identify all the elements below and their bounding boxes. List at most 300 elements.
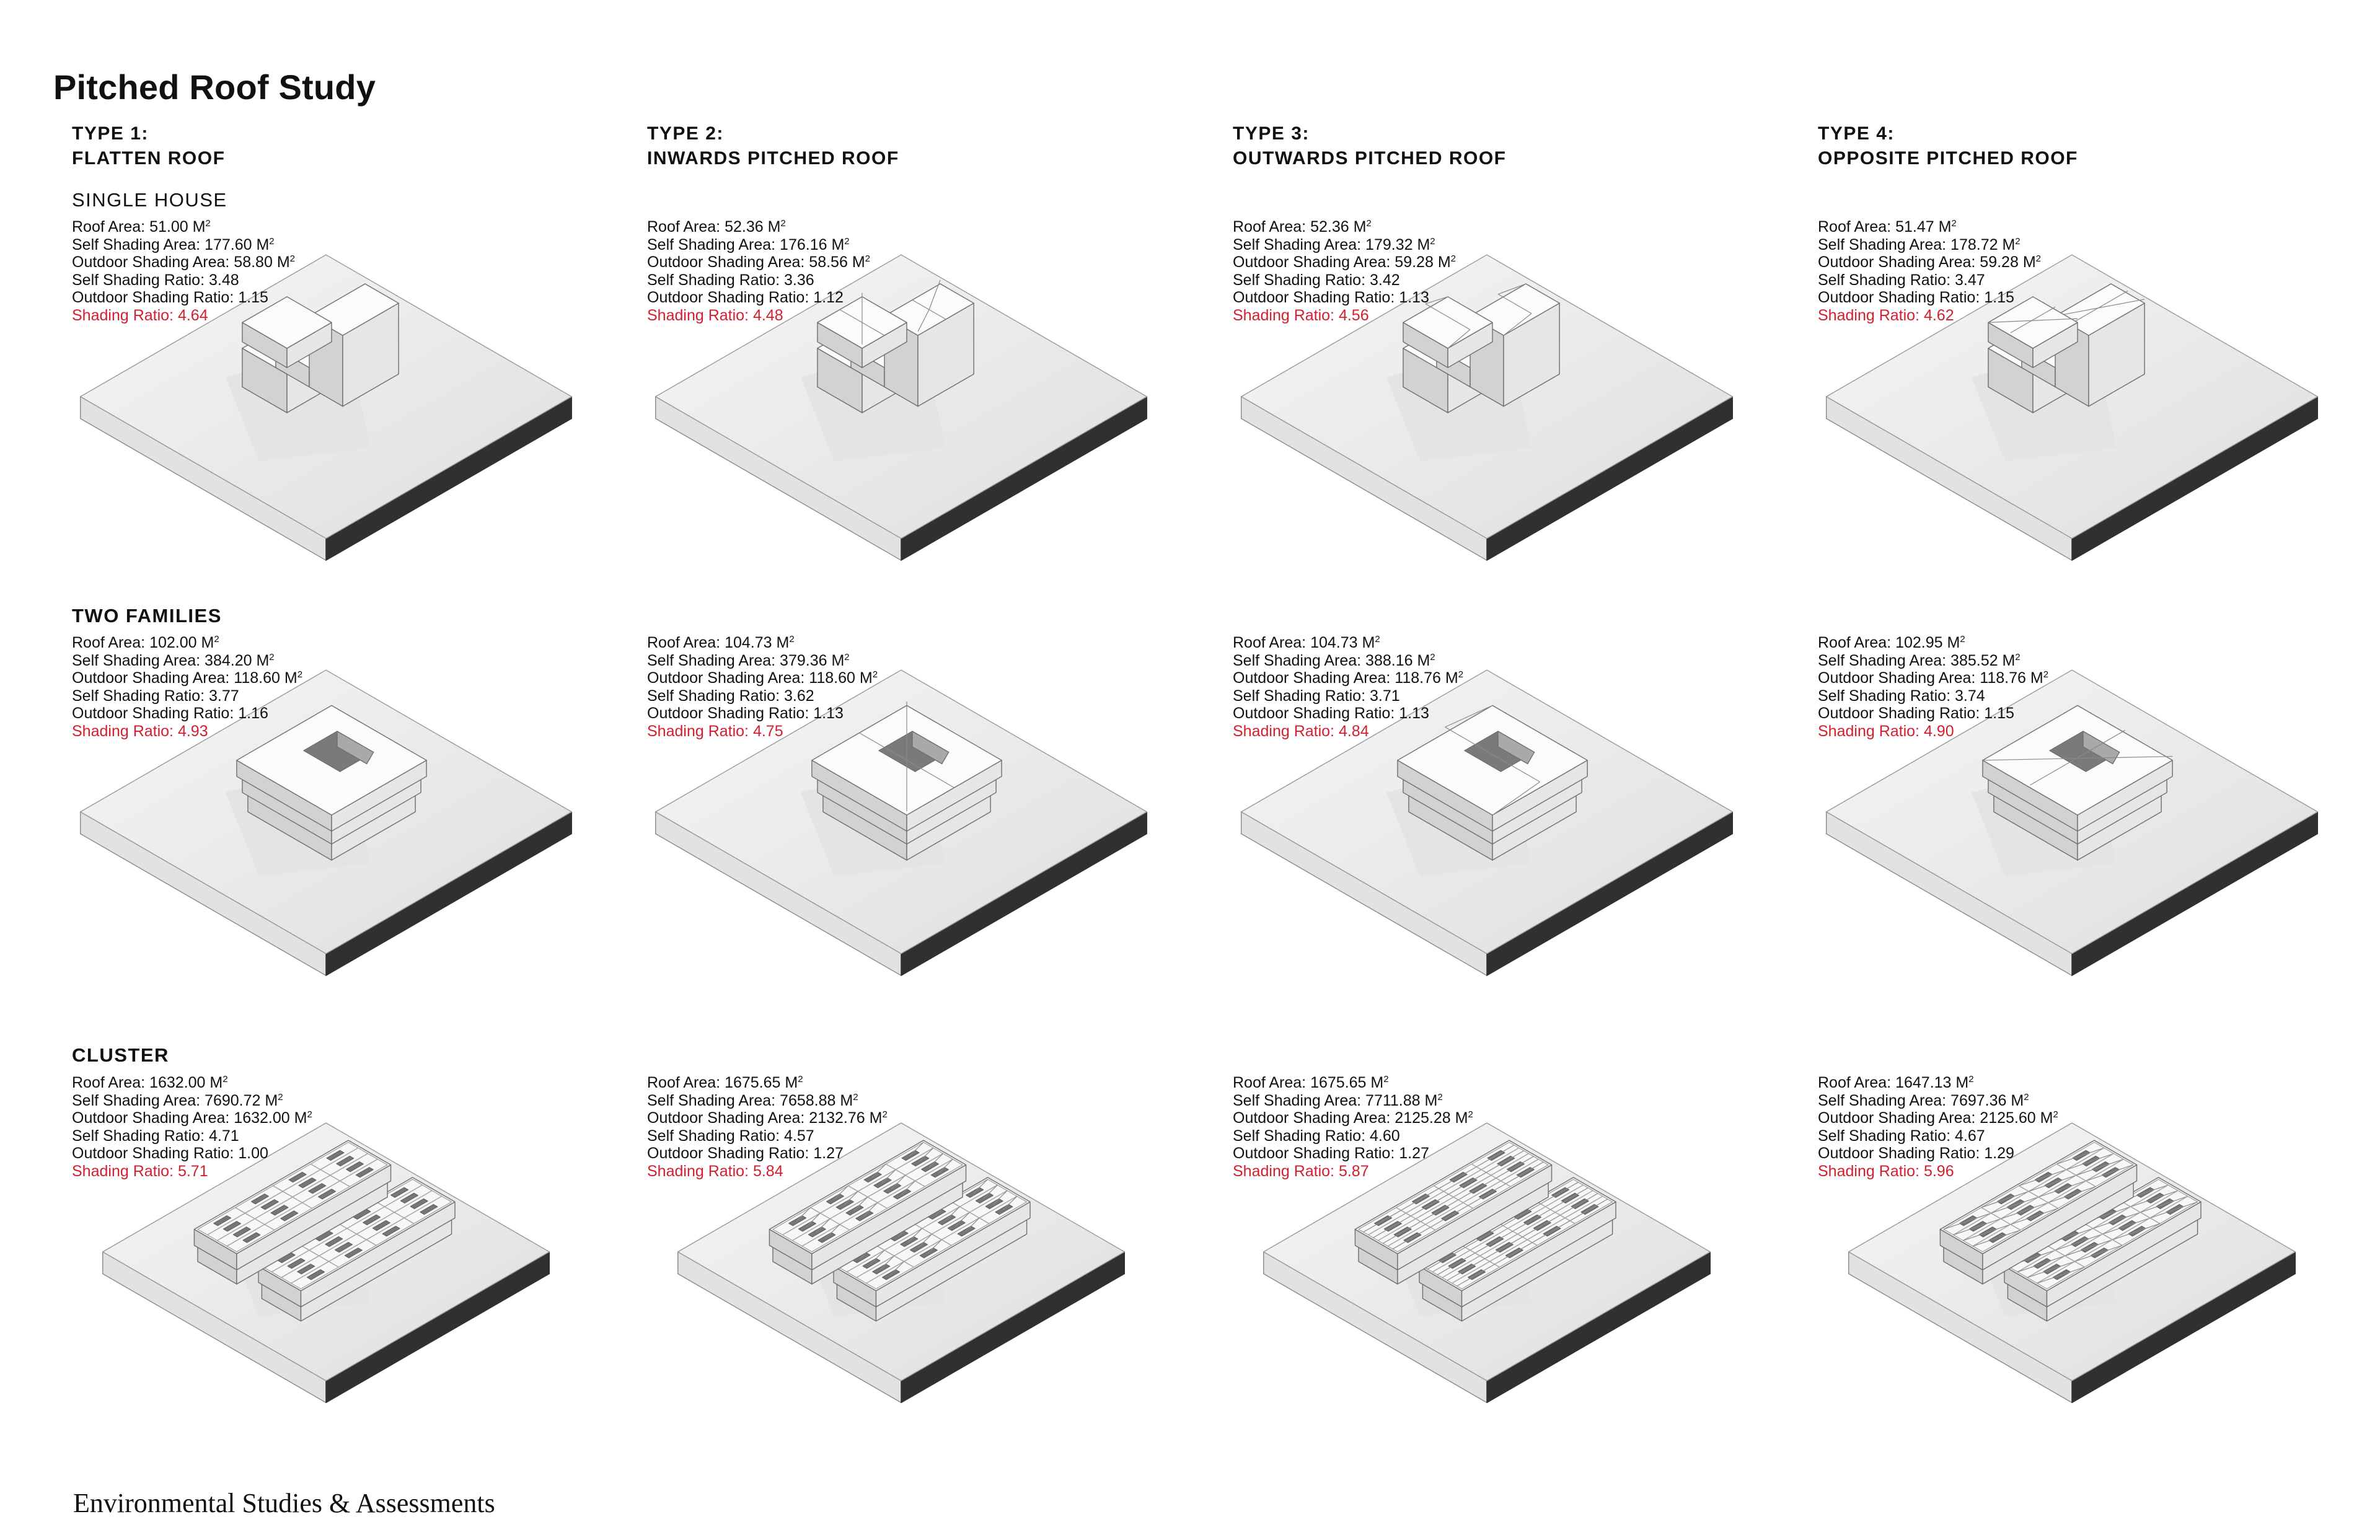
stat-label: Outdoor Shading Ratio: bbox=[647, 1145, 814, 1162]
stat-label: Outdoor Shading Ratio: bbox=[72, 289, 239, 306]
stat-self-shading-area bbox=[72, 652, 302, 670]
stat-value: 2125.28 bbox=[1395, 1109, 1451, 1127]
stat-outdoor-shading-ratio bbox=[1233, 1145, 1473, 1163]
column-header-type-1 bbox=[72, 121, 225, 171]
stat-value: 4.93 bbox=[177, 722, 208, 740]
stat-label: Outdoor Shading Ratio: bbox=[1818, 289, 1985, 306]
stat-self-shading-area bbox=[647, 236, 870, 254]
stat-self-shading-ratio bbox=[1233, 687, 1463, 705]
stat-label: Self Shading Area: bbox=[647, 651, 780, 669]
unit-symbol: M bbox=[840, 1091, 853, 1109]
unit-symbol: M bbox=[2022, 253, 2036, 271]
type-name: FLATTEN ROOF bbox=[72, 148, 226, 169]
unit-symbol: M bbox=[192, 218, 206, 235]
unit-exponent: 2 bbox=[1430, 651, 1435, 662]
stat-shading-ratio bbox=[1233, 1163, 1473, 1181]
stat-value: 3.77 bbox=[208, 687, 239, 705]
stat-value: 4.48 bbox=[752, 306, 783, 324]
stat-label: Self Shading Area: bbox=[647, 1091, 780, 1109]
stat-value: 118.76 bbox=[1395, 669, 1441, 687]
stat-outdoor-shading-area bbox=[1818, 1109, 2058, 1127]
stat-label: Outdoor Shading Area: bbox=[1818, 1109, 1980, 1127]
unit-exponent: 2 bbox=[780, 218, 786, 229]
stat-self-shading-ratio bbox=[72, 687, 302, 705]
unit-exponent: 2 bbox=[1437, 1091, 1443, 1102]
unit-label bbox=[772, 634, 795, 651]
stat-value: 118.60 bbox=[809, 669, 855, 687]
stat-label: Roof Area: bbox=[1818, 634, 1896, 651]
stat-value: 1675.65 bbox=[1310, 1074, 1367, 1091]
stat-value: 51.47 bbox=[1895, 218, 1934, 235]
stat-label: Roof Area: bbox=[72, 634, 150, 651]
unit-symbol: M bbox=[2011, 1091, 2024, 1109]
stat-self-shading-area bbox=[647, 652, 878, 670]
stat-roof-area bbox=[72, 1074, 312, 1092]
unit-label bbox=[1366, 1074, 1388, 1091]
stats-block bbox=[1818, 218, 2041, 324]
unit-exponent: 2 bbox=[1430, 235, 1435, 247]
stat-value: 4.90 bbox=[1923, 722, 1954, 740]
unit-exponent: 2 bbox=[297, 669, 303, 680]
unit-label bbox=[1441, 669, 1463, 687]
unit-exponent: 2 bbox=[2015, 235, 2021, 247]
type-number: TYPE 4: bbox=[1818, 123, 1895, 144]
stat-value: 104.73 bbox=[725, 634, 772, 651]
stat-value: 4.71 bbox=[208, 1127, 239, 1145]
unit-symbol: M bbox=[276, 253, 290, 271]
unit-label bbox=[1358, 634, 1380, 651]
stat-roof-area bbox=[1818, 218, 2041, 236]
stat-outdoor-shading-area bbox=[72, 1109, 312, 1127]
stat-roof-area bbox=[72, 634, 302, 652]
stat-self-shading-area bbox=[1818, 652, 2048, 670]
stat-label: Outdoor Shading Ratio: bbox=[1818, 705, 1985, 722]
unit-symbol: M bbox=[209, 1074, 223, 1091]
stat-label: Shading Ratio: bbox=[72, 306, 178, 324]
stat-roof-area bbox=[1233, 1074, 1473, 1092]
stat-label: Self Shading Ratio: bbox=[1233, 687, 1370, 705]
stat-value: 2125.60 bbox=[1980, 1109, 2036, 1127]
unit-symbol: M bbox=[776, 634, 790, 651]
stat-value: 1.15 bbox=[1984, 289, 2014, 306]
stat-self-shading-area bbox=[1233, 652, 1463, 670]
stat-value: 385.52 bbox=[1950, 651, 1998, 669]
cluster-model-type-3 bbox=[1227, 1128, 1735, 1475]
stat-label: Roof Area: bbox=[1233, 634, 1311, 651]
stat-label: Roof Area: bbox=[1233, 1074, 1311, 1091]
stat-self-shading-ratio bbox=[72, 271, 295, 289]
unit-exponent: 2 bbox=[853, 1091, 858, 1102]
stat-value: 52.36 bbox=[725, 218, 764, 235]
stat-value: 4.84 bbox=[1338, 722, 1369, 740]
stat-self-shading-area bbox=[1233, 1092, 1473, 1110]
stat-label: Self Shading Area: bbox=[1818, 235, 1951, 253]
stat-label: Self Shading Ratio: bbox=[647, 1127, 784, 1145]
stat-shading-ratio bbox=[647, 723, 878, 741]
column-header-type-4 bbox=[1818, 121, 2078, 171]
stat-roof-area bbox=[1233, 218, 1456, 236]
row-label-single: SINGLE HOUSE bbox=[72, 189, 227, 211]
stat-value: 384.20 bbox=[205, 651, 252, 669]
stat-label: Outdoor Shading Area: bbox=[647, 1109, 809, 1127]
unit-label bbox=[2006, 1092, 2029, 1109]
stat-shading-ratio bbox=[1233, 723, 1463, 741]
stat-value: 52.36 bbox=[1310, 218, 1349, 235]
type-number: TYPE 2: bbox=[647, 123, 724, 144]
type-name: OUTWARDS PITCHED ROOF bbox=[1233, 148, 1507, 169]
unit-exponent: 2 bbox=[1366, 218, 1372, 229]
unit-exponent: 2 bbox=[278, 1091, 283, 1102]
unit-label bbox=[280, 669, 302, 687]
unit-exponent: 2 bbox=[269, 651, 275, 662]
stat-value: 5.84 bbox=[752, 1162, 783, 1180]
stat-value: 1.13 bbox=[813, 705, 844, 722]
stat-label: Self Shading Area: bbox=[1233, 651, 1366, 669]
stat-label: Roof Area: bbox=[1818, 218, 1896, 235]
unit-symbol: M bbox=[1370, 1074, 1384, 1091]
unit-label bbox=[188, 218, 211, 235]
stat-value: 2132.76 bbox=[809, 1109, 865, 1127]
stat-value: 59.28 bbox=[1395, 253, 1434, 271]
stat-label: Outdoor Shading Area: bbox=[647, 669, 809, 687]
type-number: TYPE 1: bbox=[72, 123, 149, 144]
stat-self-shading-area bbox=[1818, 1092, 2058, 1110]
stats-block bbox=[647, 218, 870, 324]
stat-value: 3.42 bbox=[1369, 271, 1400, 289]
unit-label bbox=[273, 253, 295, 271]
stat-value: 379.36 bbox=[780, 651, 827, 669]
stat-outdoor-shading-ratio bbox=[1818, 1145, 2058, 1163]
unit-symbol: M bbox=[256, 235, 270, 253]
stats-block bbox=[72, 1074, 312, 1180]
stat-value: 4.67 bbox=[1954, 1127, 1985, 1145]
unit-symbol: M bbox=[1955, 1074, 1969, 1091]
stat-roof-area bbox=[72, 218, 295, 236]
stat-value: 3.71 bbox=[1369, 687, 1400, 705]
stat-label: Outdoor Shading Ratio: bbox=[647, 705, 814, 722]
unit-symbol: M bbox=[1938, 218, 1952, 235]
stat-label: Roof Area: bbox=[72, 1074, 150, 1091]
stat-shading-ratio bbox=[72, 723, 302, 741]
row-label-two: TWO FAMILIES bbox=[72, 605, 222, 627]
cluster-model-type-4 bbox=[1812, 1128, 2320, 1475]
unit-label bbox=[827, 652, 850, 669]
stat-value: 178.72 bbox=[1950, 235, 1998, 253]
stat-value: 5.87 bbox=[1338, 1162, 1369, 1180]
stat-value: 4.64 bbox=[177, 306, 208, 324]
unit-label bbox=[252, 236, 275, 253]
stat-outdoor-shading-ratio bbox=[647, 289, 870, 307]
stat-label: Roof Area: bbox=[647, 218, 725, 235]
stat-self-shading-ratio bbox=[1818, 1127, 2058, 1145]
unit-exponent: 2 bbox=[214, 634, 219, 645]
stats-block bbox=[1818, 634, 2048, 740]
stat-value: 3.36 bbox=[783, 271, 814, 289]
stat-value: 1.16 bbox=[238, 705, 268, 722]
stat-outdoor-shading-ratio bbox=[647, 705, 878, 723]
stat-outdoor-shading-area bbox=[72, 669, 302, 687]
unit-label bbox=[1998, 652, 2021, 669]
stat-self-shading-ratio bbox=[1818, 687, 2048, 705]
stat-roof-area bbox=[647, 634, 878, 652]
unit-exponent: 2 bbox=[789, 634, 795, 645]
stat-label: Outdoor Shading Area: bbox=[1233, 669, 1395, 687]
stat-outdoor-shading-ratio bbox=[72, 1145, 312, 1163]
unit-label bbox=[197, 634, 219, 651]
footer-caption: Environmental Studies & Assessments bbox=[73, 1488, 495, 1518]
stat-label: Shading Ratio: bbox=[1818, 722, 1924, 740]
unit-exponent: 2 bbox=[223, 1074, 228, 1085]
unit-symbol: M bbox=[1947, 634, 1960, 651]
unit-symbol: M bbox=[785, 1074, 798, 1091]
stat-self-shading-area bbox=[72, 236, 295, 254]
stat-outdoor-shading-ratio bbox=[1233, 705, 1463, 723]
unit-label bbox=[1434, 253, 1456, 271]
two-model-type-2 bbox=[641, 688, 1149, 1035]
stat-shading-ratio bbox=[647, 1163, 888, 1181]
unit-exponent: 2 bbox=[1458, 669, 1464, 680]
stat-roof-area bbox=[1233, 634, 1463, 652]
stat-label: Self Shading Ratio: bbox=[1233, 271, 1370, 289]
unit-symbol: M bbox=[2002, 235, 2016, 253]
stat-shading-ratio bbox=[1818, 723, 2048, 741]
stat-value: 388.16 bbox=[1365, 651, 1413, 669]
unit-exponent: 2 bbox=[289, 253, 295, 264]
stat-value: 1.12 bbox=[813, 289, 844, 306]
stat-value: 3.48 bbox=[208, 271, 239, 289]
stat-roof-area bbox=[1818, 1074, 2058, 1092]
stat-value: 179.32 bbox=[1365, 235, 1413, 253]
stat-label: Outdoor Shading Area: bbox=[1818, 253, 1980, 271]
stat-value: 1.00 bbox=[238, 1145, 268, 1162]
stat-value: 3.47 bbox=[1954, 271, 1985, 289]
stat-shading-ratio bbox=[72, 307, 295, 325]
unit-exponent: 2 bbox=[1383, 1074, 1389, 1085]
stat-label: Outdoor Shading Area: bbox=[72, 1109, 234, 1127]
stat-shading-ratio bbox=[647, 307, 870, 325]
stat-label: Roof Area: bbox=[647, 634, 725, 651]
two-model-type-1 bbox=[66, 688, 574, 1035]
stat-value: 59.28 bbox=[1980, 253, 2019, 271]
stat-value: 5.96 bbox=[1923, 1162, 1954, 1180]
unit-label bbox=[1934, 218, 1957, 235]
stat-label: Self Shading Ratio: bbox=[1233, 1127, 1370, 1145]
unit-symbol: M bbox=[1455, 1109, 1468, 1127]
unit-exponent: 2 bbox=[865, 253, 870, 264]
stat-label: Outdoor Shading Ratio: bbox=[1818, 1145, 1985, 1162]
stat-label: Outdoor Shading Ratio: bbox=[72, 1145, 239, 1162]
unit-exponent: 2 bbox=[2043, 669, 2049, 680]
stat-outdoor-shading-area bbox=[1818, 253, 2041, 271]
stat-shading-ratio bbox=[1818, 307, 2041, 325]
stat-outdoor-shading-ratio bbox=[1233, 289, 1456, 307]
stat-self-shading-ratio bbox=[1233, 271, 1456, 289]
stat-label: Self Shading Ratio: bbox=[647, 687, 784, 705]
unit-exponent: 2 bbox=[307, 1109, 312, 1120]
unit-symbol: M bbox=[2030, 669, 2043, 687]
stat-roof-area bbox=[1818, 634, 2048, 652]
stat-outdoor-shading-area bbox=[647, 1109, 888, 1127]
stat-value: 51.00 bbox=[149, 218, 188, 235]
stat-self-shading-ratio bbox=[647, 1127, 888, 1145]
stat-outdoor-shading-area bbox=[1233, 669, 1463, 687]
stat-roof-area bbox=[647, 1074, 888, 1092]
stat-label: Outdoor Shading Ratio: bbox=[72, 705, 239, 722]
unit-label bbox=[252, 652, 275, 669]
unit-label bbox=[1349, 218, 1372, 235]
stat-self-shading-ratio bbox=[647, 687, 878, 705]
type-name: INWARDS PITCHED ROOF bbox=[647, 148, 899, 169]
unit-exponent: 2 bbox=[844, 235, 850, 247]
stat-value: 7658.88 bbox=[780, 1091, 836, 1109]
stat-outdoor-shading-area bbox=[647, 253, 870, 271]
unit-exponent: 2 bbox=[2035, 253, 2041, 264]
unit-label bbox=[205, 1074, 227, 1091]
unit-exponent: 2 bbox=[2024, 1091, 2029, 1102]
stat-self-shading-ratio bbox=[647, 271, 870, 289]
stat-self-shading-area bbox=[1233, 236, 1456, 254]
unit-symbol: M bbox=[1424, 1091, 1438, 1109]
stat-self-shading-ratio bbox=[1818, 271, 2041, 289]
unit-symbol: M bbox=[852, 253, 865, 271]
unit-symbol: M bbox=[1353, 218, 1367, 235]
stat-value: 1.27 bbox=[813, 1145, 844, 1162]
stat-value: 1632.00 bbox=[149, 1074, 206, 1091]
stats-block bbox=[1818, 1074, 2058, 1180]
stat-label: Self Shading Area: bbox=[72, 651, 205, 669]
unit-symbol: M bbox=[767, 218, 781, 235]
stat-outdoor-shading-ratio bbox=[1818, 289, 2041, 307]
stat-label: Self Shading Area: bbox=[1233, 235, 1366, 253]
stat-value: 4.56 bbox=[1338, 306, 1369, 324]
stat-value: 4.57 bbox=[783, 1127, 814, 1145]
stats-block bbox=[647, 1074, 888, 1180]
unit-symbol: M bbox=[831, 235, 845, 253]
stat-label: Outdoor Shading Ratio: bbox=[1233, 705, 1399, 722]
unit-symbol: M bbox=[1362, 634, 1375, 651]
stat-label: Self Shading Ratio: bbox=[647, 271, 784, 289]
stat-label: Shading Ratio: bbox=[647, 722, 753, 740]
unit-symbol: M bbox=[294, 1109, 307, 1127]
stat-outdoor-shading-ratio bbox=[72, 289, 295, 307]
stat-label: Shading Ratio: bbox=[1233, 1162, 1339, 1180]
stat-value: 1.27 bbox=[1399, 1145, 1429, 1162]
unit-exponent: 2 bbox=[1968, 1074, 1974, 1085]
stat-label: Outdoor Shading Area: bbox=[72, 253, 234, 271]
stat-outdoor-shading-area bbox=[1818, 669, 2048, 687]
stat-value: 118.76 bbox=[1980, 669, 2026, 687]
stat-shading-ratio bbox=[72, 1163, 312, 1181]
unit-exponent: 2 bbox=[872, 669, 878, 680]
stat-label: Roof Area: bbox=[1818, 1074, 1896, 1091]
stat-value: 1647.13 bbox=[1895, 1074, 1952, 1091]
stats-block bbox=[72, 634, 302, 740]
stats-block bbox=[1233, 1074, 1473, 1180]
stat-label: Outdoor Shading Ratio: bbox=[1233, 1145, 1399, 1162]
unit-label bbox=[260, 1092, 283, 1109]
cluster-model-type-2 bbox=[641, 1128, 1149, 1475]
single-model-type-1 bbox=[66, 273, 574, 620]
unit-label bbox=[865, 1109, 888, 1127]
unit-exponent: 2 bbox=[2015, 651, 2021, 662]
unit-label bbox=[1421, 1092, 1443, 1109]
unit-symbol: M bbox=[1417, 235, 1430, 253]
stat-value: 1.15 bbox=[238, 289, 268, 306]
stat-value: 1.15 bbox=[1984, 705, 2014, 722]
unit-label bbox=[835, 1092, 858, 1109]
unit-label bbox=[1451, 1109, 1473, 1127]
stat-label: Self Shading Ratio: bbox=[72, 687, 209, 705]
unit-exponent: 2 bbox=[1450, 253, 1456, 264]
unit-symbol: M bbox=[869, 1109, 883, 1127]
stat-label: Outdoor Shading Ratio: bbox=[1233, 289, 1399, 306]
row-label-cluster: CLUSTER bbox=[72, 1044, 169, 1066]
two-model-type-4 bbox=[1812, 688, 2320, 1035]
stat-label: Self Shading Area: bbox=[647, 235, 780, 253]
column-header-type-3 bbox=[1233, 121, 1507, 171]
unit-symbol: M bbox=[1437, 253, 1451, 271]
stat-value: 1.13 bbox=[1399, 705, 1429, 722]
stat-label: Shading Ratio: bbox=[72, 722, 178, 740]
stat-label: Self Shading Area: bbox=[72, 235, 205, 253]
stat-value: 1675.65 bbox=[725, 1074, 781, 1091]
stat-label: Self Shading Ratio: bbox=[72, 271, 209, 289]
stats-block bbox=[1233, 634, 1463, 740]
stat-label: Self Shading Ratio: bbox=[1818, 687, 1955, 705]
unit-label bbox=[780, 1074, 803, 1091]
stat-value: 4.62 bbox=[1923, 306, 1954, 324]
page-title: Pitched Roof Study bbox=[53, 68, 376, 107]
stat-label: Roof Area: bbox=[72, 218, 150, 235]
stat-label: Shading Ratio: bbox=[647, 1162, 753, 1180]
stat-value: 58.80 bbox=[234, 253, 273, 271]
stat-value: 104.73 bbox=[1310, 634, 1358, 651]
column-header-type-2 bbox=[647, 121, 899, 171]
type-name: OPPOSITE PITCHED ROOF bbox=[1818, 148, 2078, 169]
stat-outdoor-shading-ratio bbox=[647, 1145, 888, 1163]
unit-label bbox=[1951, 1074, 1973, 1091]
unit-symbol: M bbox=[2002, 651, 2016, 669]
stat-label: Shading Ratio: bbox=[1233, 306, 1339, 324]
stat-self-shading-area bbox=[1818, 236, 2041, 254]
stat-self-shading-area bbox=[647, 1092, 888, 1110]
stat-value: 7711.88 bbox=[1365, 1091, 1421, 1109]
unit-label bbox=[827, 236, 850, 253]
unit-label bbox=[1413, 236, 1435, 253]
stat-label: Shading Ratio: bbox=[72, 1162, 178, 1180]
unit-exponent: 2 bbox=[1375, 634, 1380, 645]
stat-outdoor-shading-area bbox=[72, 253, 295, 271]
stat-self-shading-area bbox=[72, 1092, 312, 1110]
unit-label bbox=[764, 218, 786, 235]
stat-value: 102.00 bbox=[149, 634, 197, 651]
unit-symbol: M bbox=[201, 634, 214, 651]
stat-value: 58.56 bbox=[809, 253, 848, 271]
stat-value: 4.60 bbox=[1369, 1127, 1400, 1145]
type-number: TYPE 3: bbox=[1233, 123, 1310, 144]
stat-label: Outdoor Shading Area: bbox=[1818, 669, 1980, 687]
unit-label bbox=[848, 253, 870, 271]
unit-exponent: 2 bbox=[205, 218, 211, 229]
unit-exponent: 2 bbox=[798, 1074, 803, 1085]
stats-block bbox=[647, 634, 878, 740]
stat-value: 1632.00 bbox=[234, 1109, 290, 1127]
stat-value: 3.62 bbox=[783, 687, 814, 705]
unit-exponent: 2 bbox=[2053, 1109, 2058, 1120]
stat-self-shading-ratio bbox=[72, 1127, 312, 1145]
stat-label: Self Shading Area: bbox=[1818, 651, 1951, 669]
unit-label bbox=[1943, 634, 1965, 651]
